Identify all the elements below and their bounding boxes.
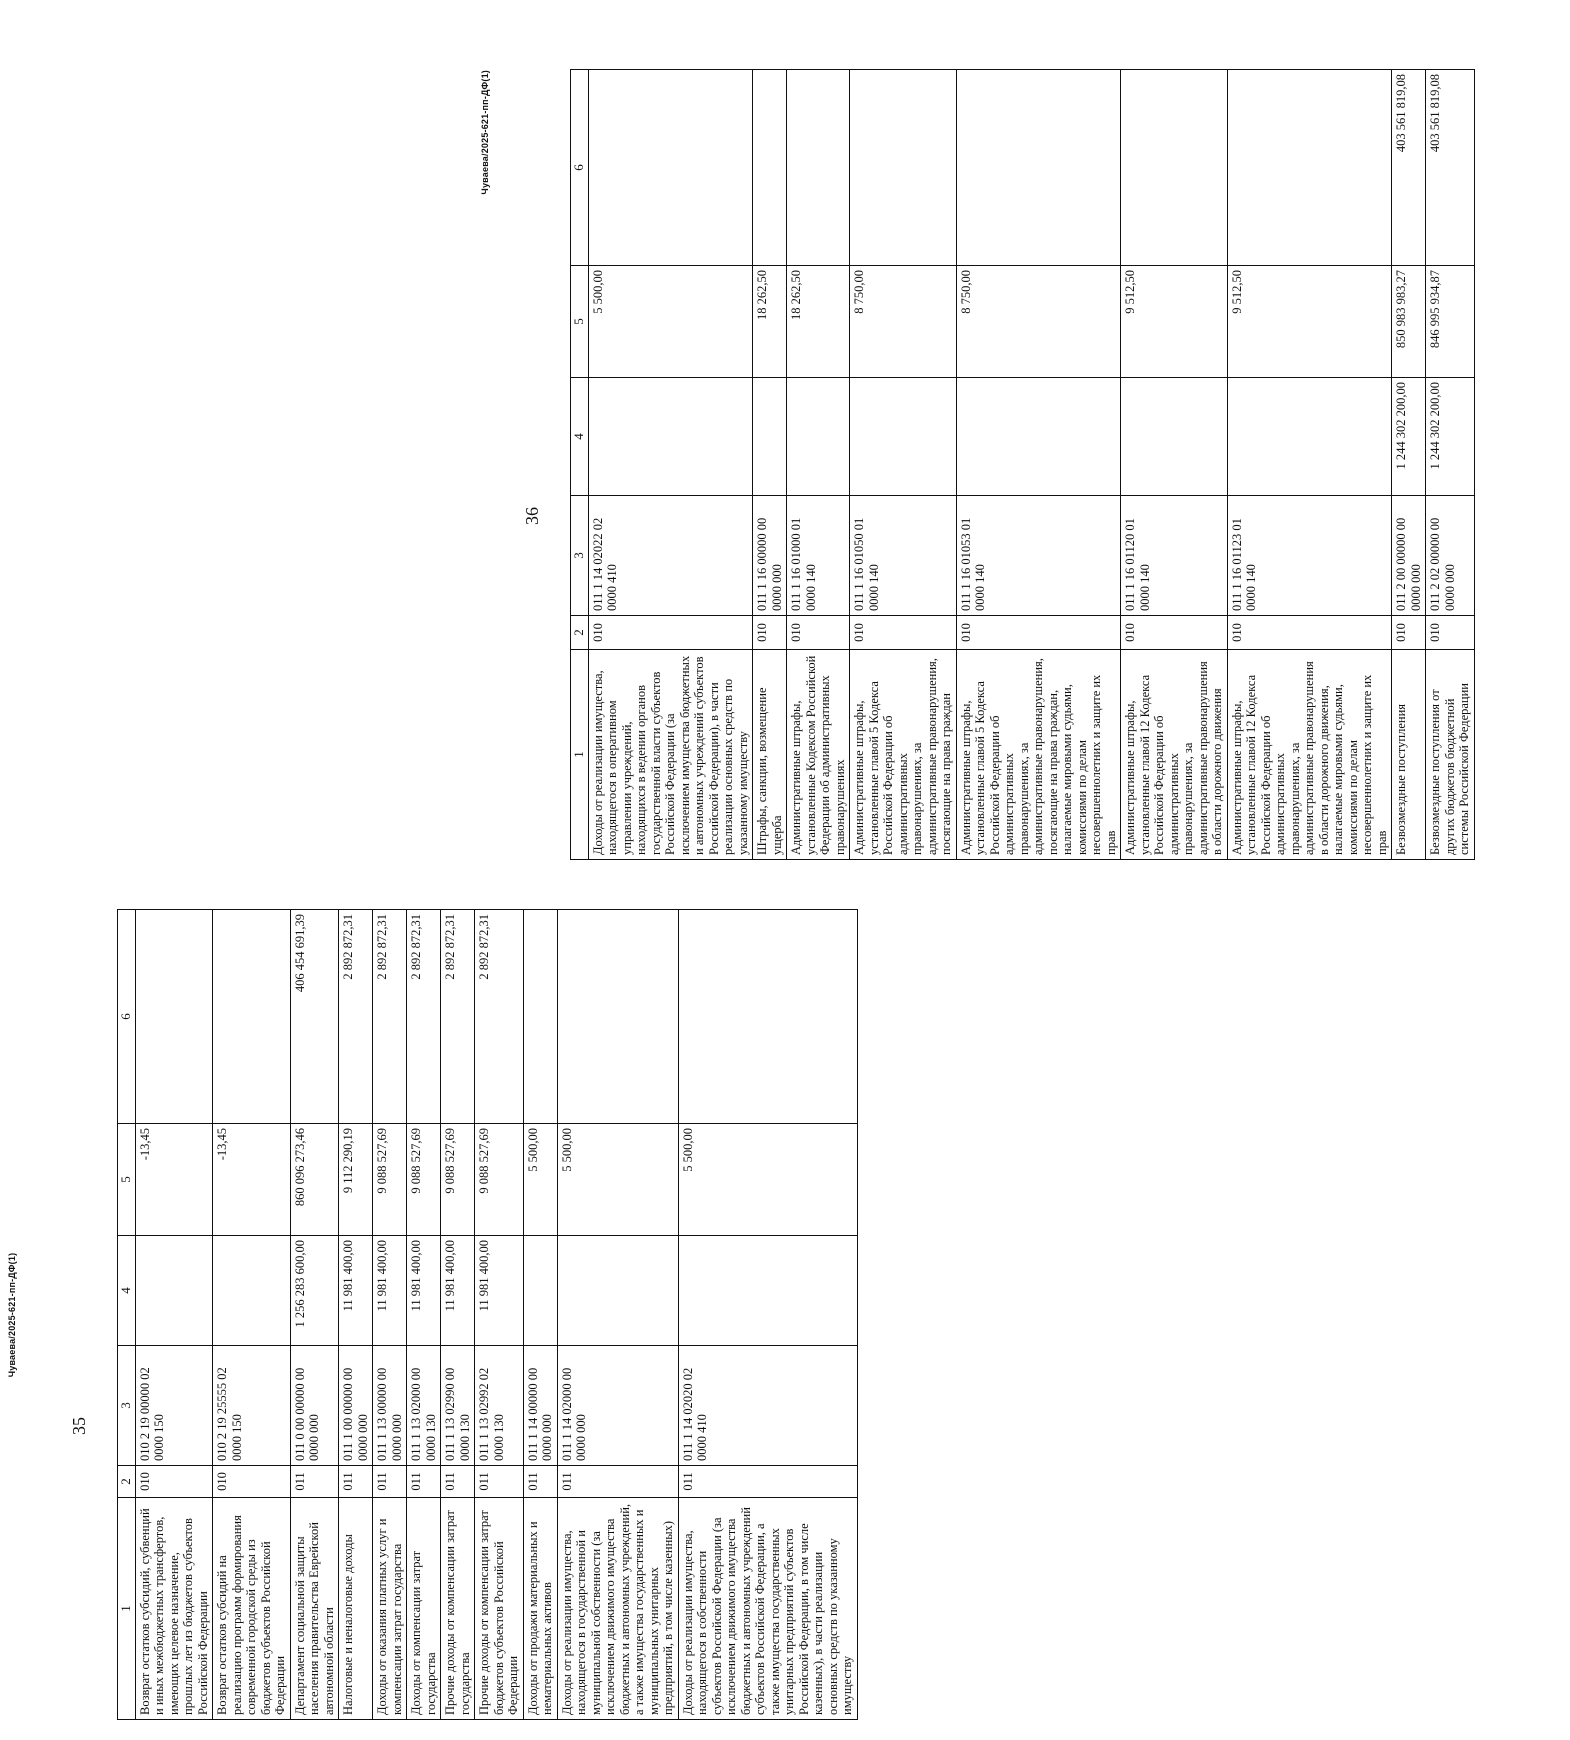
row-admin-code: 011 (523, 1466, 557, 1498)
row-value-col5: 9 512,50 (1121, 266, 1228, 378)
row-admin-code: 010 (1392, 616, 1426, 650)
table-row (441, 910, 475, 1720)
row-budget-code: 011 1 13 02000 00 0000 130 (407, 1346, 441, 1466)
row-value-col4 (787, 378, 850, 496)
row-value-col4: 11 981 400,00 (475, 1236, 524, 1346)
row-budget-code: 010 2 19 00000 02 0000 150 (135, 1346, 213, 1466)
row-value-col5: 8 750,00 (850, 266, 957, 378)
document-page-35 (7, 910, 1127, 1720)
row-name: Административные штрафы, установленные Кодексом Российской Федерации об административных правонарушениях (787, 650, 850, 860)
row-value-col5: 9 088 527,69 (407, 1124, 441, 1236)
row-value-col5: 9 112 290,19 (339, 1124, 373, 1236)
row-budget-code: 011 1 00 00000 00 0000 000 (339, 1346, 373, 1466)
row-value-col4 (1227, 378, 1392, 496)
row-value-col6: 2 892 872,31 (441, 910, 475, 1124)
row-value-col4: 11 981 400,00 (373, 1236, 407, 1346)
table-row (557, 910, 678, 1720)
row-value-col5: 9 088 527,69 (441, 1124, 475, 1236)
row-value-col4: 11 981 400,00 (407, 1236, 441, 1346)
row-admin-code: 010 (1121, 616, 1228, 650)
row-name: Возврат остатков субсидий на реализацию программ формирования современной городской среды из бюджетов субъектов Российской Федерации (213, 1498, 291, 1720)
row-value-col4 (523, 1236, 557, 1346)
row-value-col6 (678, 910, 857, 1124)
row-value-col5: 5 500,00 (588, 266, 753, 378)
row-value-col5: 18 262,50 (753, 266, 787, 378)
row-value-col5: -13,45 (135, 1124, 213, 1236)
row-name: Доходы от продажи материальных и нематериальных активов (523, 1498, 557, 1720)
row-admin-code: 011 (373, 1466, 407, 1498)
row-value-col5: 9 512,50 (1227, 266, 1392, 378)
row-name: Доходы от оказания платных услуг и компенсации затрат государства (373, 1498, 407, 1720)
table-header-row (118, 910, 136, 1720)
row-value-col4 (135, 1236, 213, 1346)
row-name: Возврат остатков субсидий, субвенций и иных межбюджетных трансфертов, имеющих целевое назначение, прошлых лет из бюджетов субъектов Российской Федерации (135, 1498, 213, 1720)
row-admin-code: 011 (441, 1466, 475, 1498)
row-name: Прочие доходы от компенсации затрат бюджетов субъектов Российской Федерации (475, 1498, 524, 1720)
column-header: 1 (571, 650, 589, 860)
row-budget-code: 011 2 02 00000 00 0000 000 (1426, 496, 1475, 616)
table-row (787, 70, 850, 860)
row-value-col4 (678, 1236, 857, 1346)
row-value-col6: 406 454 691,39 (290, 910, 339, 1124)
row-value-col4 (753, 378, 787, 496)
row-name: Налоговые и неналоговые доходы (339, 1498, 373, 1720)
row-admin-code: 010 (135, 1466, 213, 1498)
row-name: Доходы от компенсации затрат государства (407, 1498, 441, 1720)
table-row (339, 910, 373, 1720)
row-value-col6 (1227, 70, 1392, 266)
row-value-col6: 2 892 872,31 (373, 910, 407, 1124)
row-value-col6 (850, 70, 957, 266)
row-value-col5: 9 088 527,69 (373, 1124, 407, 1236)
row-name: Административные штрафы, установленные главой 12 Кодекса Российской Федерации об административных правонарушениях, за административные правонарушения в области дорожного движения (1121, 650, 1228, 860)
column-header: 4 (118, 1236, 136, 1346)
row-budget-code: 011 1 16 01123 01 0000 140 (1227, 496, 1392, 616)
table-row (475, 910, 524, 1720)
row-value-col4: 1 256 283 600,00 (290, 1236, 339, 1346)
row-name: Безвозмездные поступления от других бюджетов бюджетной системы Российской Федерации (1426, 650, 1475, 860)
column-header: 5 (571, 266, 589, 378)
row-name: Прочие доходы от компенсации затрат государства (441, 1498, 475, 1720)
row-budget-code: 011 2 00 00000 00 0000 000 (1392, 496, 1426, 616)
row-admin-code: 010 (956, 616, 1121, 650)
row-value-col5: 9 088 527,69 (475, 1124, 524, 1236)
table-row (956, 70, 1121, 860)
row-name: Административные штрафы, установленные главой 5 Кодекса Российской Федерации об административных правонарушениях, за административные правонарушения, посягающие на права граждан, налагаемые мировыми судьями, комиссиями по делам несовершеннолетних и защите их прав (956, 650, 1121, 860)
row-budget-code: 011 1 13 02992 02 0000 130 (475, 1346, 524, 1466)
row-admin-code: 010 (850, 616, 957, 650)
page-number: 35 (69, 1417, 89, 1435)
row-budget-code: 010 2 19 25555 02 0000 150 (213, 1346, 291, 1466)
row-value-col6: 2 892 872,31 (339, 910, 373, 1124)
table-row (135, 910, 213, 1720)
table-row (523, 910, 557, 1720)
row-admin-code: 011 (557, 1466, 678, 1498)
row-admin-code: 011 (475, 1466, 524, 1498)
row-value-col4: 1 244 302 200,00 (1426, 378, 1475, 496)
row-budget-code: 011 1 13 02990 00 0000 130 (441, 1346, 475, 1466)
column-header: 3 (118, 1346, 136, 1466)
table-row (407, 910, 441, 1720)
row-value-col4 (557, 1236, 678, 1346)
row-value-col4: 11 981 400,00 (339, 1236, 373, 1346)
row-value-col4 (1121, 378, 1228, 496)
row-name: Доходы от реализации имущества, находящегося в оперативном управлении учреждений, находящихся в ведении органов государственной власти субъектов Российской Федерации (за исключением имущества бюджетных и автономных учреждений субъектов Российской Федерации), в части реализации основных средств по указанному имуществу (588, 650, 753, 860)
row-name: Безвозмездные поступления (1392, 650, 1426, 860)
table-row (1227, 70, 1392, 860)
row-value-col6 (213, 910, 291, 1124)
row-budget-code: 011 1 14 02020 02 0000 410 (678, 1346, 857, 1466)
row-value-col5: 846 995 934,87 (1426, 266, 1475, 378)
table-row (373, 910, 407, 1720)
row-budget-code: 011 1 16 00000 00 0000 000 (753, 496, 787, 616)
table-row (850, 70, 957, 860)
row-value-col6: 2 892 872,31 (407, 910, 441, 1124)
table-row (1426, 70, 1475, 860)
column-header: 4 (571, 378, 589, 496)
row-name: Доходы от реализации имущества, находящегося в собственности субъектов Российской Федерации (за исключением движимого имущества бюджетных и автономных учреждений субъектов Российской Федерации, а также имущества государственных унитарных предприятий субъектов Российской Федерации, в том числе казенных), в части реализации основных средств по указанному имуществу (678, 1498, 857, 1720)
row-value-col6 (523, 910, 557, 1124)
document-page-36 (480, 70, 1570, 860)
table-row (213, 910, 291, 1720)
row-value-col4 (956, 378, 1121, 496)
revenue-table (117, 909, 858, 1720)
revenue-table (570, 69, 1475, 860)
table-row (1392, 70, 1426, 860)
footer-mark: Чуваева/2025-621-пп-ДФ(1) (7, 1252, 17, 1378)
table-header-row (571, 70, 589, 860)
row-value-col6: 403 561 819,08 (1392, 70, 1426, 266)
row-admin-code: 010 (787, 616, 850, 650)
row-budget-code: 011 0 00 00000 00 0000 000 (290, 1346, 339, 1466)
row-value-col6: 2 892 872,31 (475, 910, 524, 1124)
table-row (588, 70, 753, 860)
column-header: 6 (571, 70, 589, 266)
row-admin-code: 010 (1227, 616, 1392, 650)
row-name: Департамент социальной защиты населения правительства Еврейской автономной области (290, 1498, 339, 1720)
row-value-col6 (135, 910, 213, 1124)
row-value-col6 (753, 70, 787, 266)
row-admin-code: 011 (678, 1466, 857, 1498)
row-value-col5: 8 750,00 (956, 266, 1121, 378)
row-admin-code: 010 (588, 616, 753, 650)
row-value-col6 (557, 910, 678, 1124)
row-admin-code: 010 (753, 616, 787, 650)
row-admin-code: 011 (407, 1466, 441, 1498)
row-value-col6 (588, 70, 753, 266)
column-header: 3 (571, 496, 589, 616)
row-value-col6 (787, 70, 850, 266)
row-value-col4: 1 244 302 200,00 (1392, 378, 1426, 496)
column-header: 2 (118, 1466, 136, 1498)
row-value-col4 (213, 1236, 291, 1346)
column-header: 5 (118, 1124, 136, 1236)
row-admin-code: 011 (339, 1466, 373, 1498)
row-value-col5: 850 983 983,27 (1392, 266, 1426, 378)
row-name: Штрафы, санкции, возмещение ущерба (753, 650, 787, 860)
column-header: 6 (118, 910, 136, 1124)
table-row (290, 910, 339, 1720)
row-value-col4: 11 981 400,00 (441, 1236, 475, 1346)
page-number: 36 (522, 507, 542, 525)
row-value-col4 (588, 378, 753, 496)
row-value-col6: 403 561 819,08 (1426, 70, 1475, 266)
row-budget-code: 011 1 14 02022 02 0000 410 (588, 496, 753, 616)
row-value-col5: -13,45 (213, 1124, 291, 1236)
row-name: Доходы от реализации имущества, находящегося в государственной и муниципальной собственности (за исключением движимого имущества бюджетных и автономных учреждений, а также имущества государственных и муниципальных унитарных предприятий, в том числе казенных) (557, 1498, 678, 1720)
row-value-col4 (850, 378, 957, 496)
row-admin-code: 010 (1426, 616, 1475, 650)
row-budget-code: 011 1 13 00000 00 0000 000 (373, 1346, 407, 1466)
footer-mark: Чуваева/2025-621-пп-ДФ(1) (480, 70, 490, 195)
column-header: 2 (571, 616, 589, 650)
row-admin-code: 010 (213, 1466, 291, 1498)
row-budget-code: 011 1 14 00000 00 0000 000 (523, 1346, 557, 1466)
row-name: Административные штрафы, установленные главой 5 Кодекса Российской Федерации об административных правонарушениях, за административные правонарушения, посягающие на права граждан (850, 650, 957, 860)
row-value-col5: 5 500,00 (523, 1124, 557, 1236)
table-row (678, 910, 857, 1720)
table-row (1121, 70, 1228, 860)
row-name: Административные штрафы, установленные главой 12 Кодекса Российской Федерации об административных правонарушениях, за административные правонарушения в области дорожного движения, налагаемые мировыми судьями, комиссиями по делам несовершеннолетних и защите их прав (1227, 650, 1392, 860)
row-budget-code: 011 1 16 01000 01 0000 140 (787, 496, 850, 616)
row-value-col5: 5 500,00 (557, 1124, 678, 1236)
column-header: 1 (118, 1498, 136, 1720)
row-value-col5: 18 262,50 (787, 266, 850, 378)
row-budget-code: 011 1 16 01053 01 0000 140 (956, 496, 1121, 616)
row-budget-code: 011 1 16 01050 01 0000 140 (850, 496, 957, 616)
row-value-col5: 860 096 273,46 (290, 1124, 339, 1236)
table-row (753, 70, 787, 860)
row-value-col6 (956, 70, 1121, 266)
row-budget-code: 011 1 14 02000 00 0000 000 (557, 1346, 678, 1466)
row-value-col6 (1121, 70, 1228, 266)
row-admin-code: 011 (290, 1466, 339, 1498)
row-budget-code: 011 1 16 01120 01 0000 140 (1121, 496, 1228, 616)
row-value-col5: 5 500,00 (678, 1124, 857, 1236)
